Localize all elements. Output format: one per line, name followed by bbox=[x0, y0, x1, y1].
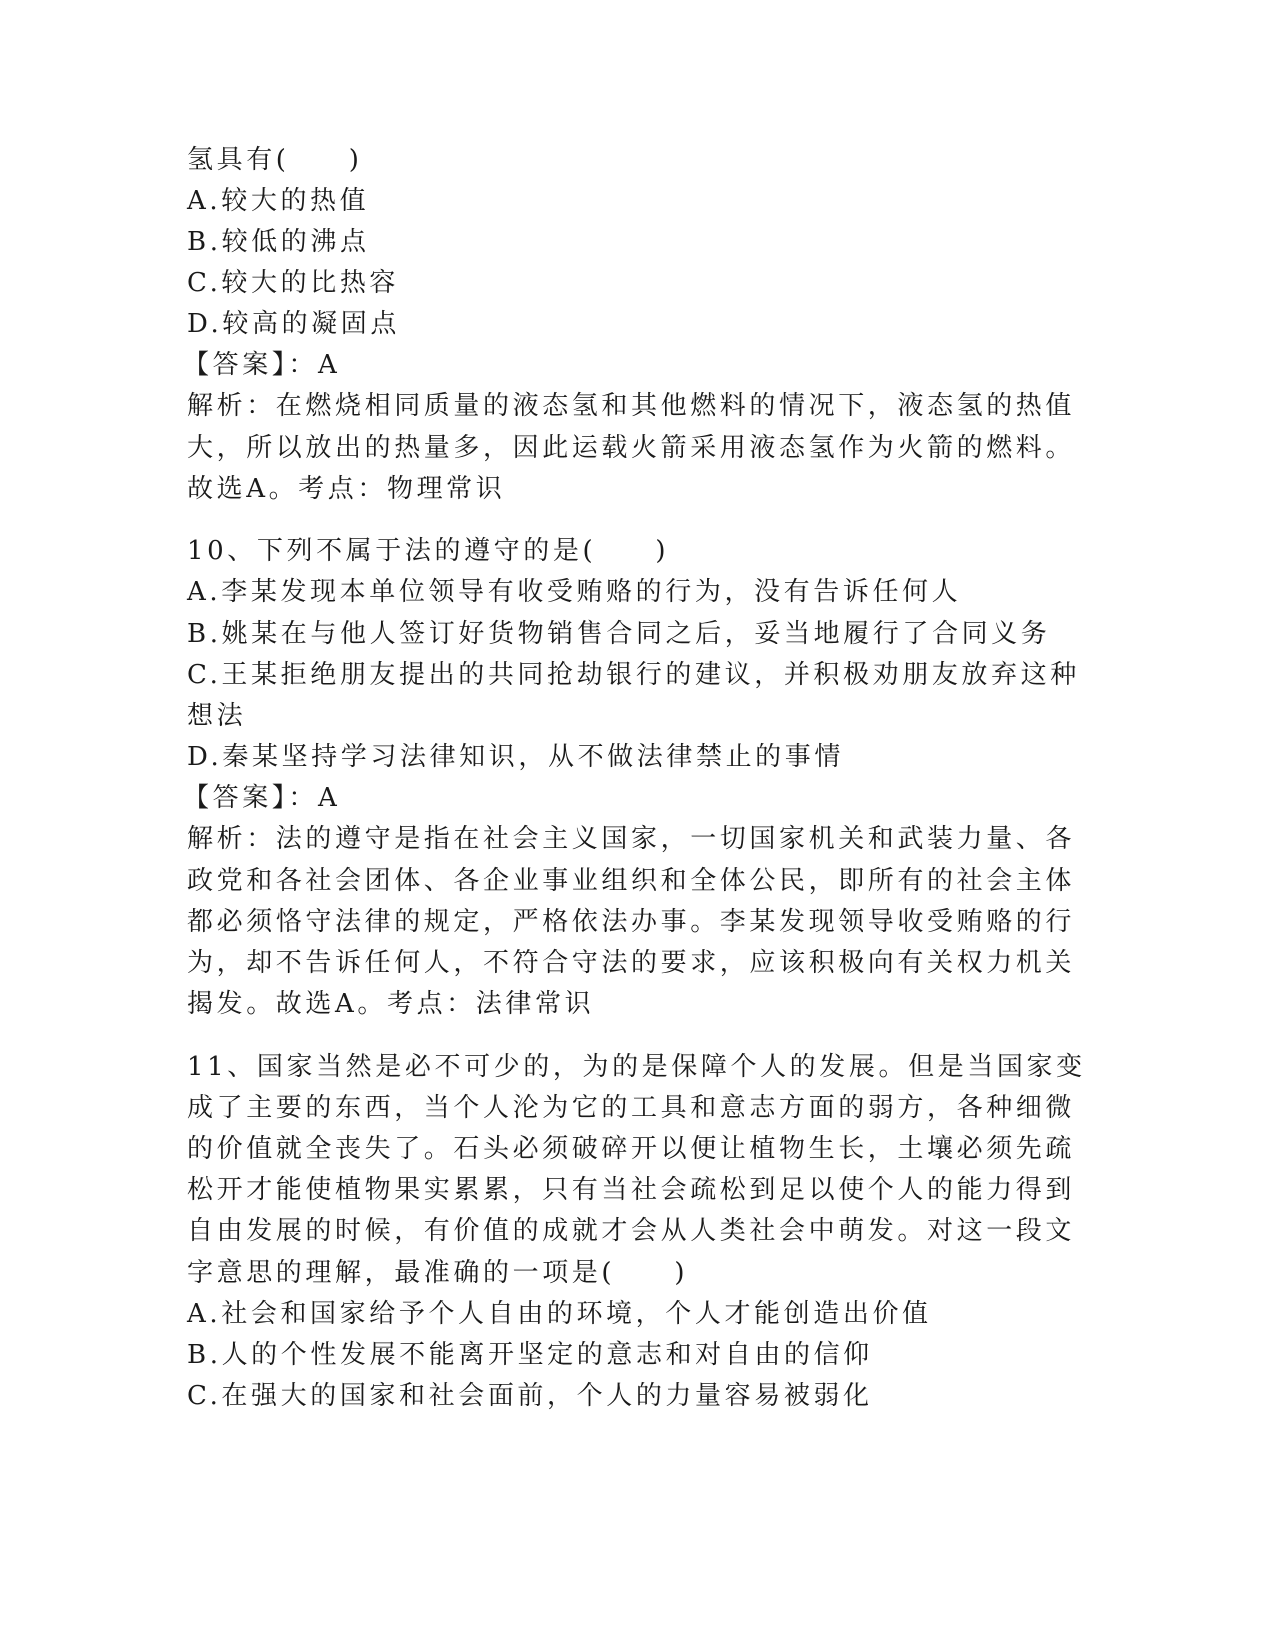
question-9-option-c: C.较大的比热容 bbox=[187, 268, 400, 298]
question-10-explanation-line: 揭发。故选A。考点：法律常识 bbox=[187, 989, 595, 1019]
question-10-option-c-continued: 想法 bbox=[187, 701, 247, 731]
question-10-option-d: D.秦某坚持学习法律知识，从不做法律禁止的事情 bbox=[187, 742, 844, 772]
question-10-answer: 【答案】：A bbox=[183, 783, 341, 813]
question-9-explanation-line: 解析：在燃烧相同质量的液态氢和其他燃料的情况下，液态氢的热值 bbox=[187, 391, 1076, 421]
question-10-explanation-line: 政党和各社会团体、各企业事业组织和全体公民，即所有的社会主体 bbox=[187, 866, 1076, 896]
question-10-option-b: B.姚某在与他人签订好货物销售合同之后，妥当地履行了合同义务 bbox=[187, 619, 1051, 649]
question-9-answer: 【答案】：A bbox=[183, 350, 341, 380]
question-11-stem-line: 字意思的理解，最准确的一项是( ) bbox=[187, 1258, 689, 1288]
question-11-option-c: C.在强大的国家和社会面前，个人的力量容易被弱化 bbox=[187, 1381, 873, 1411]
question-10-explanation-line: 解析：法的遵守是指在社会主义国家，一切国家机关和武装力量、各 bbox=[187, 824, 1076, 854]
question-10-explanation-line: 都必须恪守法律的规定，严格依法办事。李某发现领导收受贿赂的行 bbox=[187, 907, 1076, 937]
question-11-stem-line: 11、国家当然是必不可少的，为的是保障个人的发展。但是当国家变 bbox=[187, 1052, 1086, 1082]
question-10-option-c: C.王某拒绝朋友提出的共同抢劫银行的建议，并积极劝朋友放弃这种 bbox=[187, 660, 1080, 690]
question-9-explanation-line: 故选A。考点：物理常识 bbox=[187, 474, 506, 504]
question-10-option-a: A.李某发现本单位领导有收受贿赂的行为，没有告诉任何人 bbox=[187, 577, 962, 607]
question-9-option-a: A.较大的热值 bbox=[187, 186, 370, 216]
question-11-stem-line: 自由发展的时候，有价值的成就才会从人类社会中萌发。对这一段文 bbox=[187, 1216, 1076, 1246]
question-10-stem: 10、下列不属于法的遵守的是( ) bbox=[187, 536, 670, 566]
question-9-stem: 氢具有( ) bbox=[187, 145, 363, 175]
question-11-option-a: A.社会和国家给予个人自由的环境，个人才能创造出价值 bbox=[187, 1299, 932, 1329]
question-9-option-d: D.较高的凝固点 bbox=[187, 309, 400, 339]
question-11-stem-line: 松开才能使植物果实累累，只有当社会疏松到足以使个人的能力得到 bbox=[187, 1175, 1076, 1205]
question-11-stem-line: 成了主要的东西，当个人沦为它的工具和意志方面的弱方，各种细微 bbox=[187, 1093, 1076, 1123]
question-10-explanation-line: 为，却不告诉任何人，不符合守法的要求，应该积极向有关权力机关 bbox=[187, 948, 1076, 978]
question-9-option-b: B.较低的沸点 bbox=[187, 227, 370, 257]
question-9-explanation-line: 大，所以放出的热量多，因此运载火箭采用液态氢作为火箭的燃料。 bbox=[187, 433, 1076, 463]
question-11-option-b: B.人的个性发展不能离开坚定的意志和对自由的信仰 bbox=[187, 1340, 873, 1370]
question-11-stem-line: 的价值就全丧失了。石头必须破碎开以便让植物生长，土壤必须先疏 bbox=[187, 1134, 1076, 1164]
